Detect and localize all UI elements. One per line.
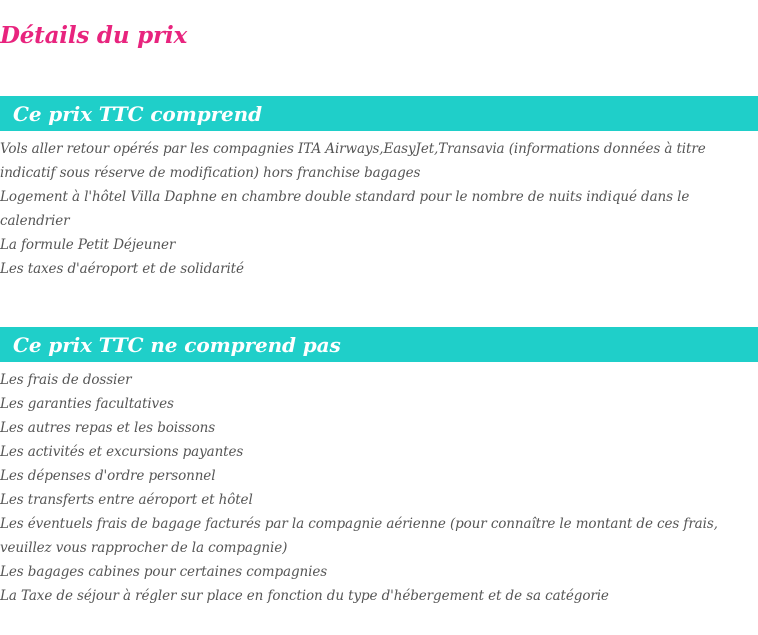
section-header-includes <box>0 96 758 131</box>
list-item: Les frais de dossier <box>0 372 132 388</box>
list-item: Les éventuels frais de bagage facturés par la compagnie aérienne (pour connaître le montant de ces frais, veuillez vous rapprocher de la compagnie) <box>0 516 718 556</box>
list-item: Les taxes d'aéroport et de solidarité <box>0 261 244 277</box>
list-item: La formule Petit Déjeuner <box>0 237 176 253</box>
list-item: Les bagages cabines pour certaines compagnies <box>0 564 328 580</box>
section-price-includes <box>0 96 758 281</box>
section-header-excludes-label: Ce prix TTC ne comprend pas <box>13 332 341 357</box>
list-item: Vols aller retour opérés par les compagnies ITA Airways,EasyJet,Transavia (informations données à titre indicatif sous réserve de modification) hors franchise bagages <box>0 141 706 181</box>
list-item: Les dépenses d'ordre personnel <box>0 468 216 484</box>
list-item: Les transferts entre aéroport et hôtel <box>0 492 253 508</box>
section-price-excludes <box>0 327 758 608</box>
section-body-excludes <box>0 362 758 608</box>
list-item: Les garanties facultatives <box>0 396 174 412</box>
page-title: Détails du prix <box>0 22 187 49</box>
list-item: La Taxe de séjour à régler sur place en fonction du type d'hébergement et de sa catégorie <box>0 588 609 604</box>
section-body-includes <box>0 131 758 281</box>
list-item: Les autres repas et les boissons <box>0 420 216 436</box>
list-item: Logement à l'hôtel Villa Daphne en chambre double standard pour le nombre de nuits indiqué dans le calendrier <box>0 189 690 229</box>
section-header-includes-label: Ce prix TTC comprend <box>13 101 262 126</box>
section-header-excludes <box>0 327 758 362</box>
list-item: Les activités et excursions payantes <box>0 444 244 460</box>
